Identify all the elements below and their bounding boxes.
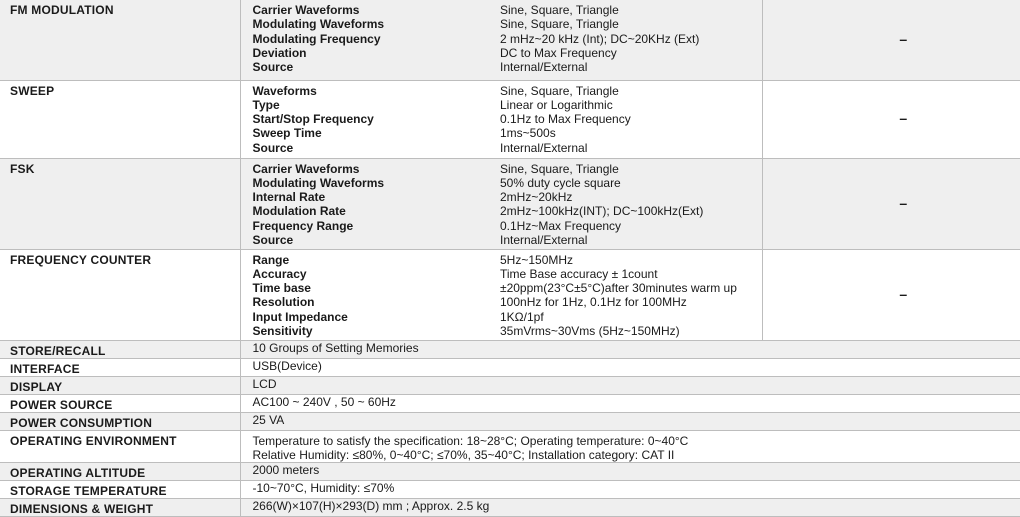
spec-value: LCD (241, 377, 1020, 392)
value-cell (240, 358, 1020, 376)
not-applicable-dash: – (875, 195, 907, 211)
category-cell (0, 376, 240, 394)
param-label: Frequency Range (253, 219, 491, 233)
category-cell (0, 358, 240, 376)
category-label: OPERATING ALTITUDE (0, 463, 240, 480)
spec-value: 2000 meters (241, 463, 1020, 478)
param-label: Internal Rate (253, 190, 491, 204)
category-cell (0, 499, 240, 517)
category-cell (0, 412, 240, 430)
category-label: FM MODULATION (0, 0, 240, 17)
param-label: Modulating Frequency (253, 32, 491, 46)
param-value: 5Hz~150MHz (500, 253, 762, 267)
spec-row-power-consumption (0, 412, 1020, 430)
param-value: 2 mHz~20 kHz (Int); DC~20KHz (Ext) (500, 32, 762, 46)
not-applicable-dash: – (875, 286, 907, 302)
not-applicable-dash: – (875, 31, 907, 47)
param-value: Sine, Square, Triangle (500, 3, 762, 17)
param-label: Source (253, 233, 491, 247)
spec-row-dimensions-weight (0, 499, 1020, 517)
param-label: Sensitivity (253, 324, 491, 338)
param-label: Range (253, 253, 491, 267)
param-value: 2mHz~100kHz(INT); DC~100kHz(Ext) (500, 204, 762, 218)
spec-row-display (0, 376, 1020, 394)
param-label: Deviation (253, 46, 491, 60)
category-cell (0, 463, 240, 481)
param-cell (240, 0, 490, 80)
value-cell (490, 249, 762, 340)
param-value: 0.1Hz~Max Frequency (500, 219, 762, 233)
spec-row-operating-altitude (0, 463, 1020, 481)
category-label: POWER SOURCE (0, 395, 240, 412)
value-cell (490, 158, 762, 249)
param-value: Sine, Square, Triangle (500, 17, 762, 31)
category-label: POWER CONSUMPTION (0, 413, 240, 430)
category-label: STORAGE TEMPERATURE (0, 481, 240, 498)
spec-block-fsk (0, 158, 1020, 249)
spec-value-line: Temperature to satisfy the specification: 18~28°C; Operating temperature: 0~40°C (253, 434, 1020, 448)
param-label: Input Impedance (253, 310, 491, 324)
value-cell (490, 0, 762, 80)
category-cell (0, 481, 240, 499)
param-label: Modulating Waveforms (253, 17, 491, 31)
spec-row-store-recall (0, 340, 1020, 358)
param-label: Modulation Rate (253, 204, 491, 218)
value-cell (240, 394, 1020, 412)
param-label: Source (253, 141, 491, 155)
category-cell (0, 340, 240, 358)
param-label: Accuracy (253, 267, 491, 281)
category-label: DIMENSIONS & WEIGHT (0, 499, 240, 516)
spec-row-interface (0, 358, 1020, 376)
category-cell (0, 430, 240, 463)
spec-block-fm-modulation (0, 0, 1020, 80)
param-cell (240, 80, 490, 158)
param-value: 0.1Hz to Max Frequency (500, 112, 762, 126)
value-cell (490, 80, 762, 158)
category-label: DISPLAY (0, 377, 240, 394)
extra-cell (762, 80, 1020, 158)
param-value: 100nHz for 1Hz, 0.1Hz for 100MHz (500, 295, 762, 309)
spec-row-storage-temperature (0, 481, 1020, 499)
param-label: Carrier Waveforms (253, 3, 491, 17)
value-cell (240, 463, 1020, 481)
spec-value: 25 VA (241, 413, 1020, 428)
param-value: ±20ppm(23°C±5°C)after 30minutes warm up (500, 281, 762, 295)
category-label: STORE/RECALL (0, 341, 240, 358)
param-label: Time base (253, 281, 491, 295)
not-applicable-dash: – (875, 110, 907, 126)
spec-value: USB(Device) (241, 359, 1020, 374)
param-value: Linear or Logarithmic (500, 98, 762, 112)
param-value: Sine, Square, Triangle (500, 162, 762, 176)
spec-value: 266(W)×107(H)×293(D) mm ; Approx. 2.5 kg (241, 499, 1020, 514)
param-label: Waveforms (253, 84, 491, 98)
value-cell (240, 412, 1020, 430)
param-value: 2mHz~20kHz (500, 190, 762, 204)
param-value: Time Base accuracy ± 1count (500, 267, 762, 281)
category-label: FSK (0, 159, 240, 176)
spec-value: -10~70°C, Humidity: ≤70% (241, 481, 1020, 496)
spec-value: 10 Groups of Setting Memories (241, 341, 1020, 356)
param-label: Resolution (253, 295, 491, 309)
spec-row-power-source (0, 394, 1020, 412)
param-cell (240, 158, 490, 249)
category-cell (0, 249, 240, 340)
category-cell (0, 394, 240, 412)
extra-cell (762, 249, 1020, 340)
param-value: 1KΩ/1pf (500, 310, 762, 324)
param-value: 35mVrms~30Vms (5Hz~150MHz) (500, 324, 762, 338)
category-cell (0, 80, 240, 158)
param-value: Sine, Square, Triangle (500, 84, 762, 98)
category-label: OPERATING ENVIRONMENT (0, 431, 240, 448)
value-cell (240, 340, 1020, 358)
category-label: SWEEP (0, 81, 240, 98)
param-label: Modulating Waveforms (253, 176, 491, 190)
param-value: 1ms~500s (500, 126, 762, 140)
param-value: Internal/External (500, 141, 762, 155)
param-label: Start/Stop Frequency (253, 112, 491, 126)
param-value: Internal/External (500, 60, 762, 74)
spec-row-operating-environment (0, 430, 1020, 463)
param-value: DC to Max Frequency (500, 46, 762, 60)
param-value: 50% duty cycle square (500, 176, 762, 190)
category-label: FREQUENCY COUNTER (0, 250, 240, 267)
param-label: Sweep Time (253, 126, 491, 140)
value-cell (240, 481, 1020, 499)
spec-block-sweep (0, 80, 1020, 158)
extra-cell (762, 0, 1020, 80)
param-value: Internal/External (500, 233, 762, 247)
param-label: Type (253, 98, 491, 112)
spec-block-frequency-counter (0, 249, 1020, 340)
category-cell (0, 0, 240, 80)
category-cell (0, 158, 240, 249)
value-cell (240, 499, 1020, 517)
spec-value-line: Relative Humidity: ≤80%, 0~40°C; ≤70%, 35~40°C; Installation category: CAT II (253, 448, 1020, 462)
value-cell (240, 376, 1020, 394)
category-label: INTERFACE (0, 359, 240, 376)
spec-value: AC100 ~ 240V , 50 ~ 60Hz (241, 395, 1020, 410)
param-label: Source (253, 60, 491, 74)
value-cell (240, 430, 1020, 463)
extra-cell (762, 158, 1020, 249)
param-cell (240, 249, 490, 340)
param-label: Carrier Waveforms (253, 162, 491, 176)
